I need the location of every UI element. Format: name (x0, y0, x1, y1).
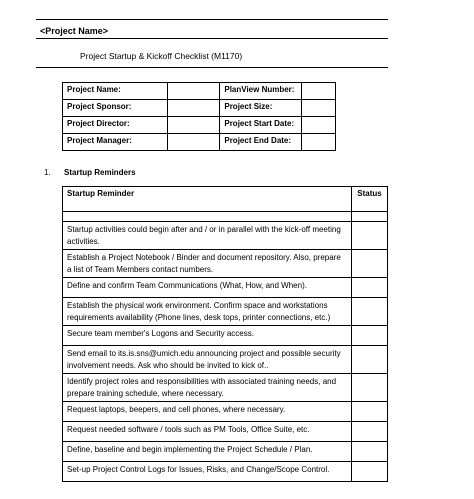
reminder-cell: Establish the physical work environment. Confirm space and workstations requirements availability (Phone lines, desk tops, printer connections, etc.) (63, 298, 352, 326)
reminder-cell: Request needed software / tools such as PM Tools, Office Suite, etc. (63, 422, 352, 442)
project-info-table (62, 82, 336, 151)
info-value-field[interactable] (167, 83, 220, 100)
title-rule (36, 67, 388, 68)
document-title: Project Startup & Kickoff Checklist (M1170) (80, 51, 243, 61)
table-row (63, 222, 388, 250)
reminder-cell: Identify project roles and responsibilities with associated training needs, and prepare training schedule, where necessary. (63, 374, 352, 402)
reminder-cell: Request laptops, beepers, and cell phones, where necessary. (63, 402, 352, 422)
table-row (63, 374, 388, 402)
table-row (63, 442, 388, 462)
status-cell[interactable] (352, 374, 388, 402)
table-row (63, 422, 388, 442)
reminder-cell: Define and confirm Team Communications (What, How, and When). (63, 278, 352, 298)
table-row (63, 278, 388, 298)
status-cell[interactable] (352, 250, 388, 278)
status-cell[interactable] (352, 346, 388, 374)
info-label: PlanView Number: (220, 83, 302, 100)
table-row (63, 250, 388, 278)
status-cell[interactable] (352, 298, 388, 326)
info-value-field[interactable] (302, 83, 336, 100)
reminder-cell: Establish a Project Notebook / Binder and document repository. Also, prepare a list of Team Members contact numbers. (63, 250, 352, 278)
info-value-field[interactable] (302, 134, 336, 151)
info-label: Project Name: (63, 83, 168, 100)
info-row (63, 117, 336, 134)
table-header-row (63, 187, 388, 212)
top-rule (36, 19, 388, 20)
status-cell[interactable] (352, 422, 388, 442)
info-value-field[interactable] (167, 134, 220, 151)
status-cell[interactable] (352, 278, 388, 298)
project-name-heading: <Project Name> (40, 26, 109, 36)
status-column-header: Status (352, 187, 388, 212)
header-rule (36, 38, 388, 39)
table-row (63, 402, 388, 422)
section-heading (44, 168, 136, 177)
table-row (63, 212, 388, 222)
section-number: 1. (44, 168, 51, 177)
table-row (63, 462, 388, 482)
info-value-field[interactable] (302, 100, 336, 117)
status-cell[interactable] (352, 442, 388, 462)
status-cell[interactable] (352, 212, 388, 222)
status-cell[interactable] (352, 326, 388, 346)
table-row (63, 326, 388, 346)
table-row (63, 346, 388, 374)
info-row (63, 100, 336, 117)
reminder-cell: Set-up Project Control Logs for Issues, Risks, and Change/Scope Control. (63, 462, 352, 482)
status-cell[interactable] (352, 222, 388, 250)
reminder-cell: Startup activities could begin after and / or in parallel with the kick-off meeting activities. (63, 222, 352, 250)
reminder-cell: Secure team member's Logons and Security access. (63, 326, 352, 346)
info-row (63, 134, 336, 151)
section-title: Startup Reminders (64, 168, 136, 177)
info-label: Project Director: (63, 117, 168, 134)
info-value-field[interactable] (167, 100, 220, 117)
table-row (63, 298, 388, 326)
info-label: Project Sponsor: (63, 100, 168, 117)
info-label: Project Manager: (63, 134, 168, 151)
status-cell[interactable] (352, 402, 388, 422)
reminder-column-header: Startup Reminder (63, 187, 352, 212)
reminder-cell: Define, baseline and begin implementing the Project Schedule / Plan. (63, 442, 352, 462)
reminder-cell: Send email to its.is.sns@umich.edu announcing project and possible security involvement needs. Ask who should be invited to kick of.. (63, 346, 352, 374)
info-value-field[interactable] (302, 117, 336, 134)
info-value-field[interactable] (167, 117, 220, 134)
info-row (63, 83, 336, 100)
info-label: Project Start Date: (220, 117, 302, 134)
reminder-cell (63, 212, 352, 222)
info-label: Project End Date: (220, 134, 302, 151)
startup-reminders-table (62, 186, 388, 482)
status-cell[interactable] (352, 462, 388, 482)
info-label: Project Size: (220, 100, 302, 117)
